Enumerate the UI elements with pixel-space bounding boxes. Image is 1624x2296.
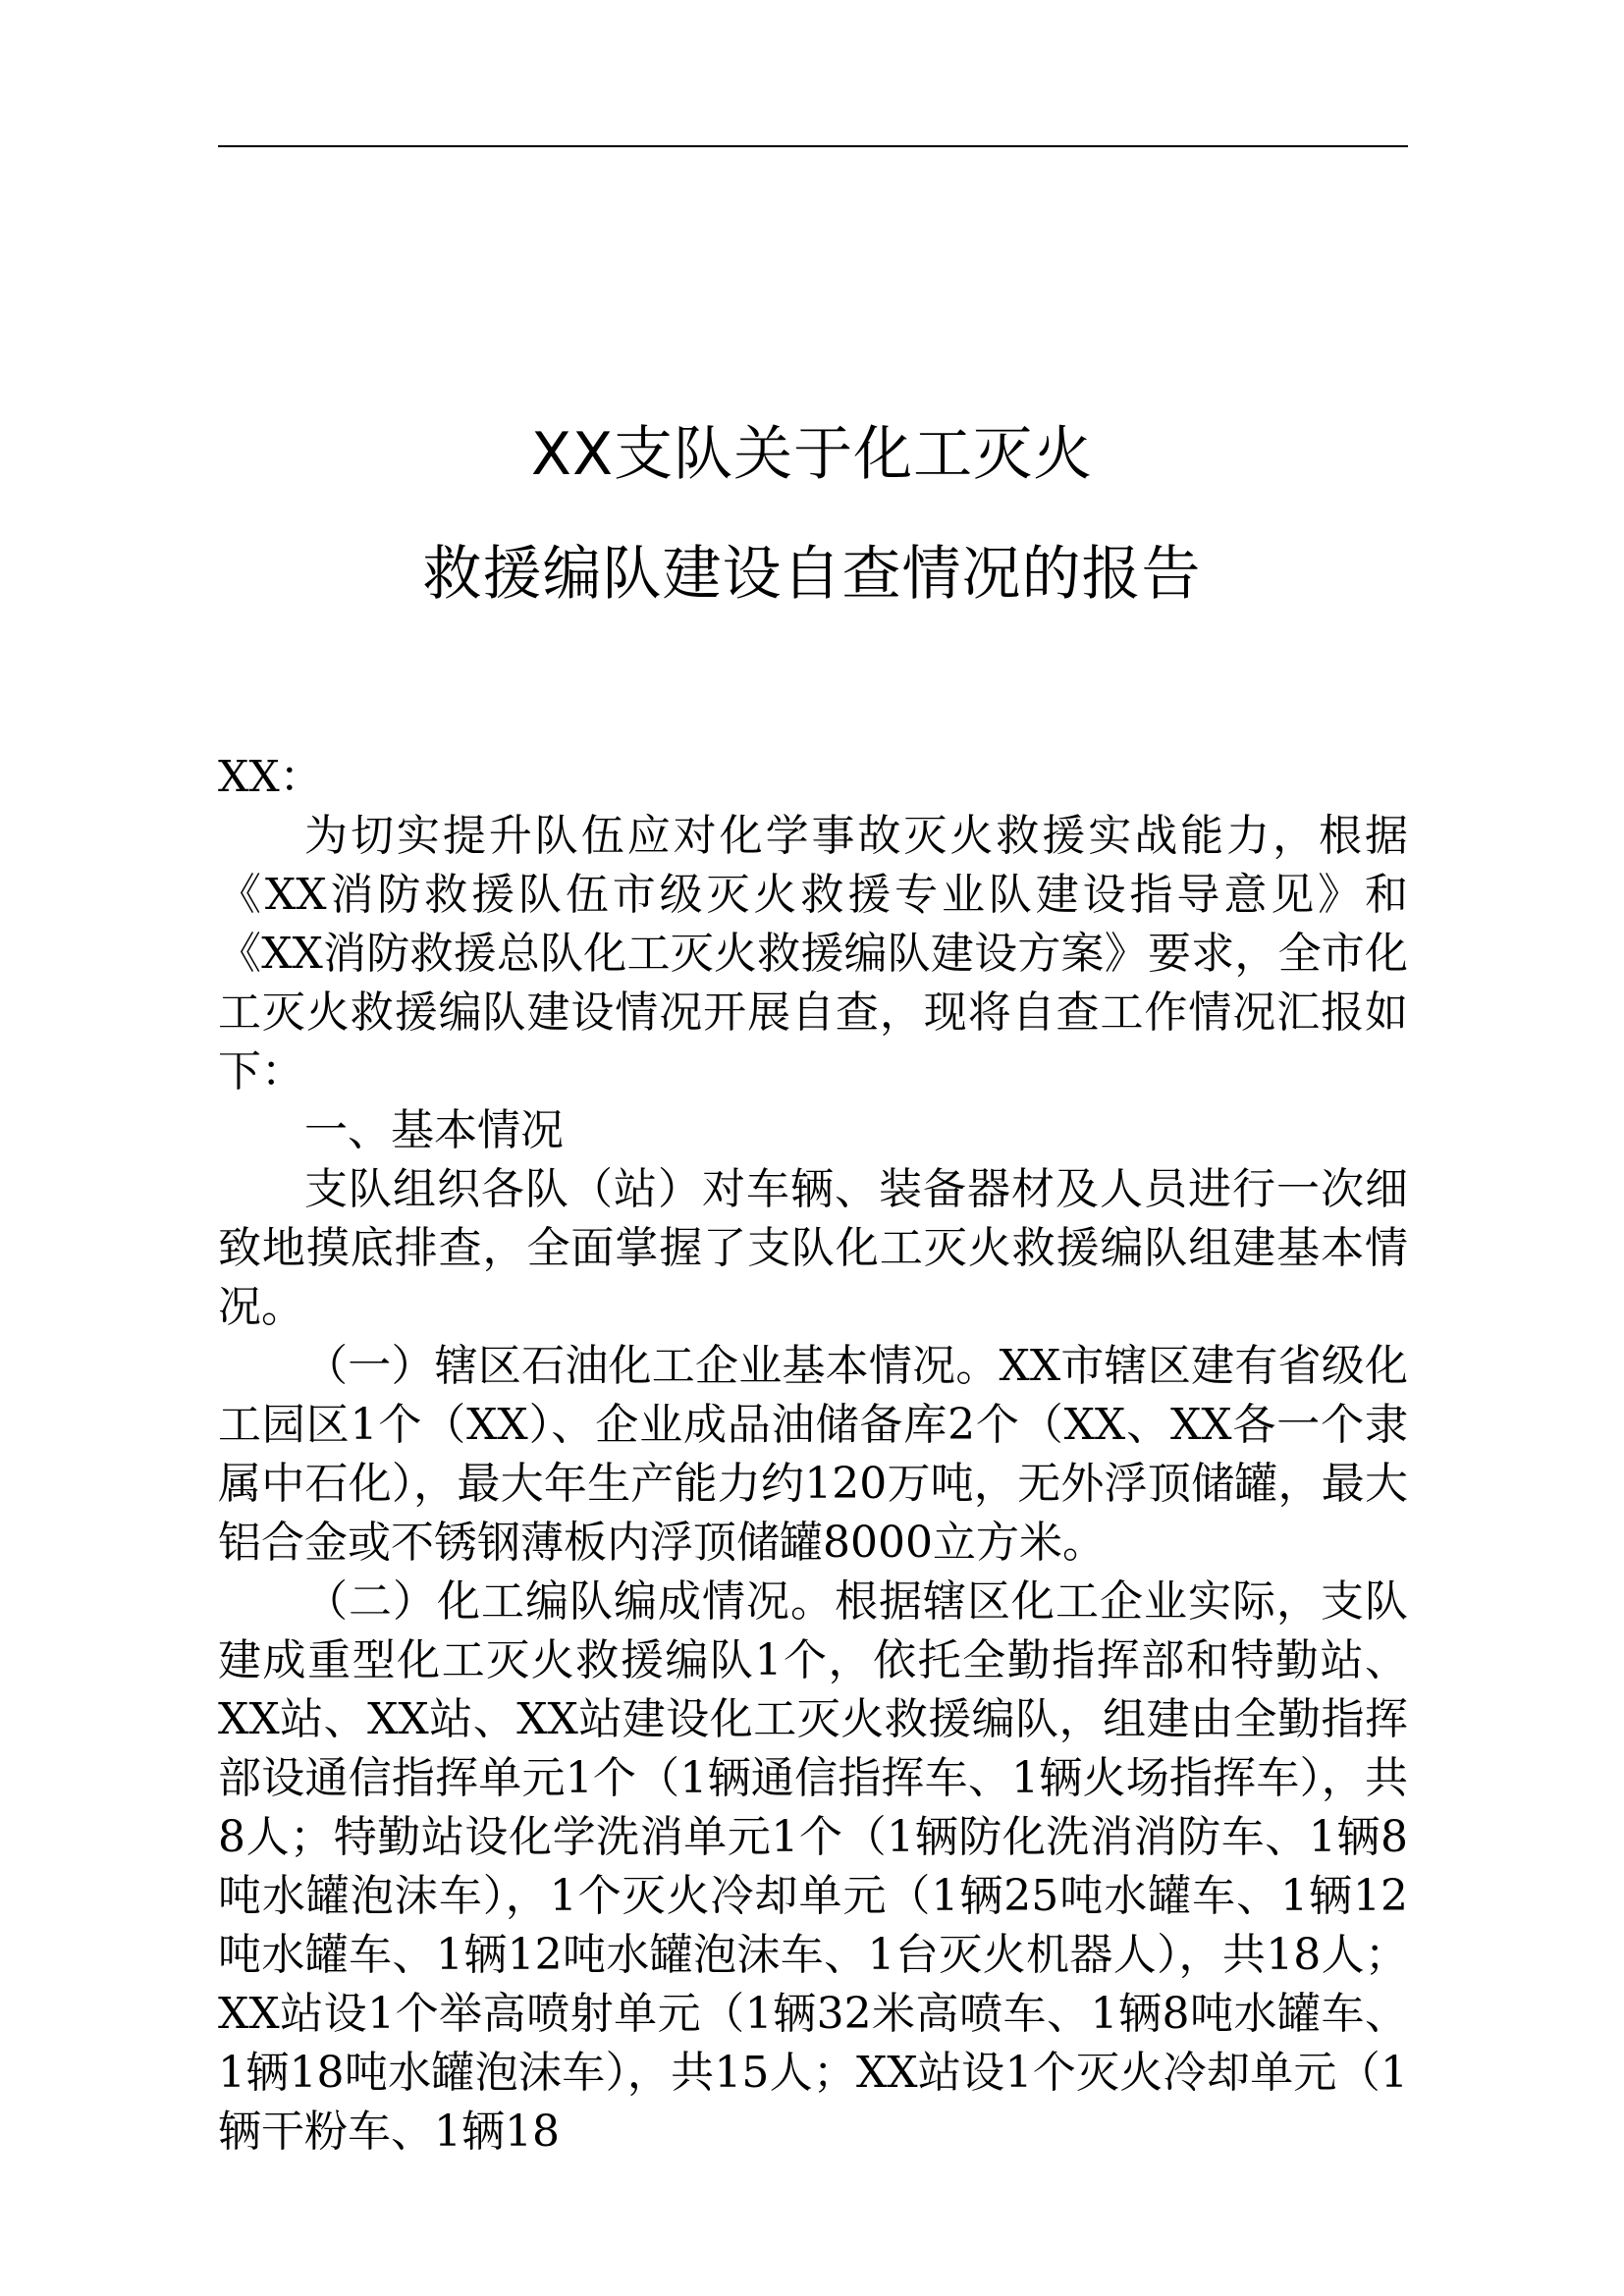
paragraph-enterprise-status: （一）辖区石油化工企业基本情况。XX市辖区建有省级化工园区1个（XX）、企业成品油储备库2个（XX、XX各一个隶属中石化），最大年生产能力约120万吨，无外浮顶储罐，最大铝合金或不锈钢薄板内浮顶储罐8000立方米。 xyxy=(218,1341,1408,1568)
header-rule xyxy=(218,145,1408,147)
section-heading-basic: 一、基本情况 xyxy=(304,1105,564,1155)
document-title-line-2: 救援编队建设自查情况的报告 xyxy=(422,540,1202,609)
paragraph-formation-status: （二）化工编队编成情况。根据辖区化工企业实际，支队建成重型化工灭火救援编队1个，依托全勤指挥部和特勤站、XX站、XX站、XX站建设化工灭火救援编队，组建由全勤指挥部设通信指挥单元1个（1辆通信指挥车、1辆火场指挥车），共8人；特勤站设化学洗消单元1个（1辆防化洗消消防车、1辆8吨水罐泡沫车），1个灭火冷却单元（1辆25吨水罐车、1辆12吨水罐车、1辆12吨水罐泡沫车、1台灭火机器人），共18人；XX站设1个举高喷射单元（1辆32米高喷车、1辆8吨水罐车、1辆18吨水罐泡沫车），共15人；XX站设1个灭火冷却单元（1辆干粉车、1辆18 xyxy=(218,1576,1408,2157)
paragraph-intro: 为切实提升队伍应对化学事故灭火救援实战能力，根据《XX消防救援队伍市级灭火救援专业队建设指导意见》和《XX消防救援总队化工灭火救援编队建设方案》要求，全市化工灭火救援编队建设情况开展自查，现将自查工作情况汇报如下： xyxy=(218,811,1408,1096)
document-body xyxy=(218,748,1408,2162)
paragraph-survey: 支队组织各队（站）对车辆、装备器材及人员进行一次细致地摸底排查，全面掌握了支队化工灭火救援编队组建基本情况。 xyxy=(218,1164,1408,1332)
salutation: XX： xyxy=(218,752,323,802)
document-title-line-1: XX支队关于化工灭火 xyxy=(530,420,1094,489)
